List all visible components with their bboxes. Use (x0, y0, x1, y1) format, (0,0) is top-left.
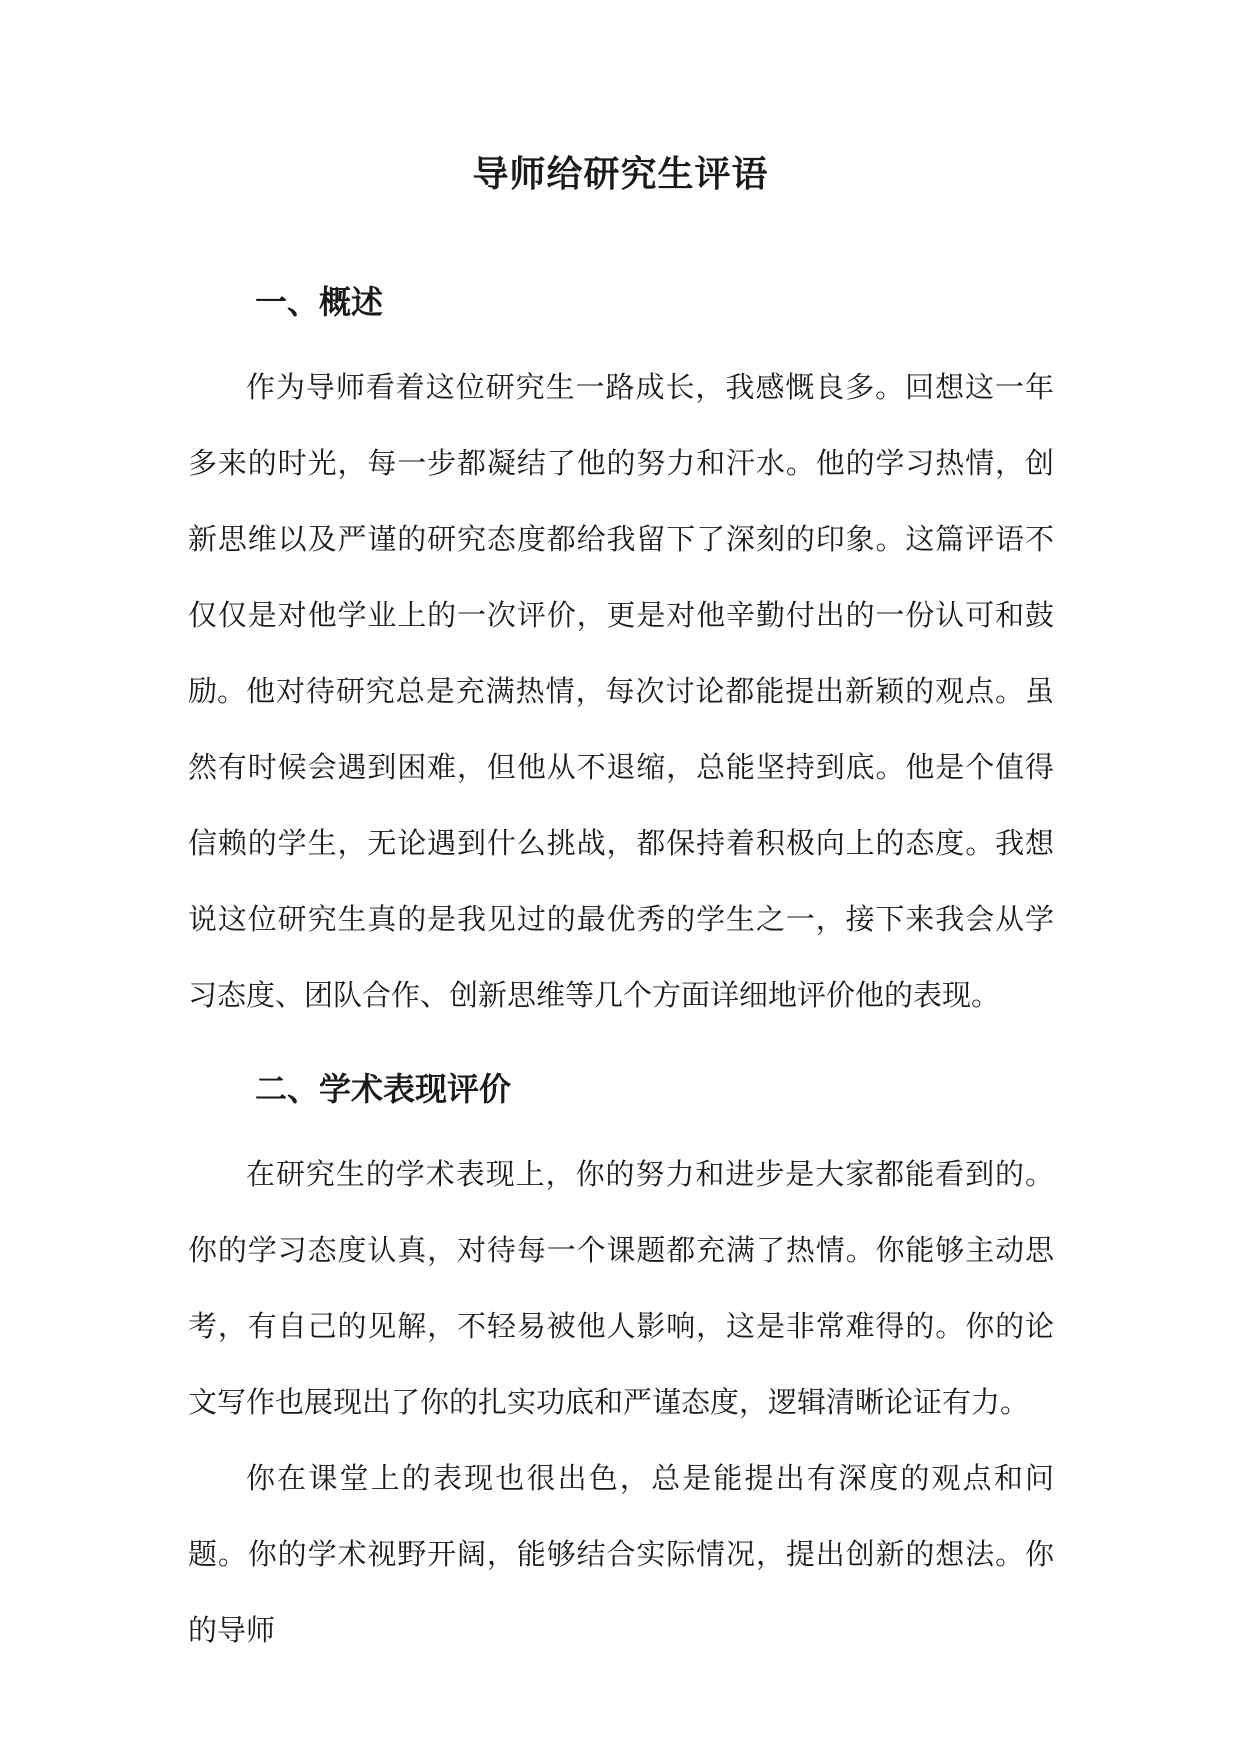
paragraph: 你在课堂上的表现也很出色，总是能提出有深度的观点和问题。你的学术视野开阔，能够结合实际情况，提出创新的想法。你的导师 (188, 1461, 1054, 1647)
paragraph: 在研究生的学术表现上，你的努力和进步是大家都能看到的。你的学习态度认真，对待每一个课题都充满了热情。你能够主动思考，有自己的见解，不轻易被他人影响，这是非常难得的。你的论文写作也展现出了你的扎实功底和严谨态度，逻辑清晰论证有力。 (188, 1157, 1054, 1419)
paragraph: 作为导师看着这位研究生一路成长，我感慨良多。回想这一年多来的时光，每一步都凝结了他的努力和汗水。他的学习热情，创新思维以及严谨的研究态度都给我留下了深刻的印象。这篇评语不仅仅是对他学业上的一次评价，更是对他辛勤付出的一份认可和鼓励。 (188, 370, 1054, 708)
section-heading-academic-performance: 二、学术表现评价 (255, 1070, 512, 1108)
document-title: 导师给研究生评语 (472, 153, 769, 195)
paragraph: 他对待研究总是充满热情，每次讨论都能提出新颖的观点。虽然有时候会遇到困难，但他从不退缩，总能坚持到底。他是个值得信赖的学生，无论遇到什么挑战，都保持着积极向上的态度。我想说这位研究生真的是我见过的最优秀的学生之一，接下来我会从学习态度、团队合作、创新思维等几个方面详细地评价他的表现。 (188, 674, 1054, 1012)
section-heading-overview: 一、概述 (255, 283, 384, 321)
